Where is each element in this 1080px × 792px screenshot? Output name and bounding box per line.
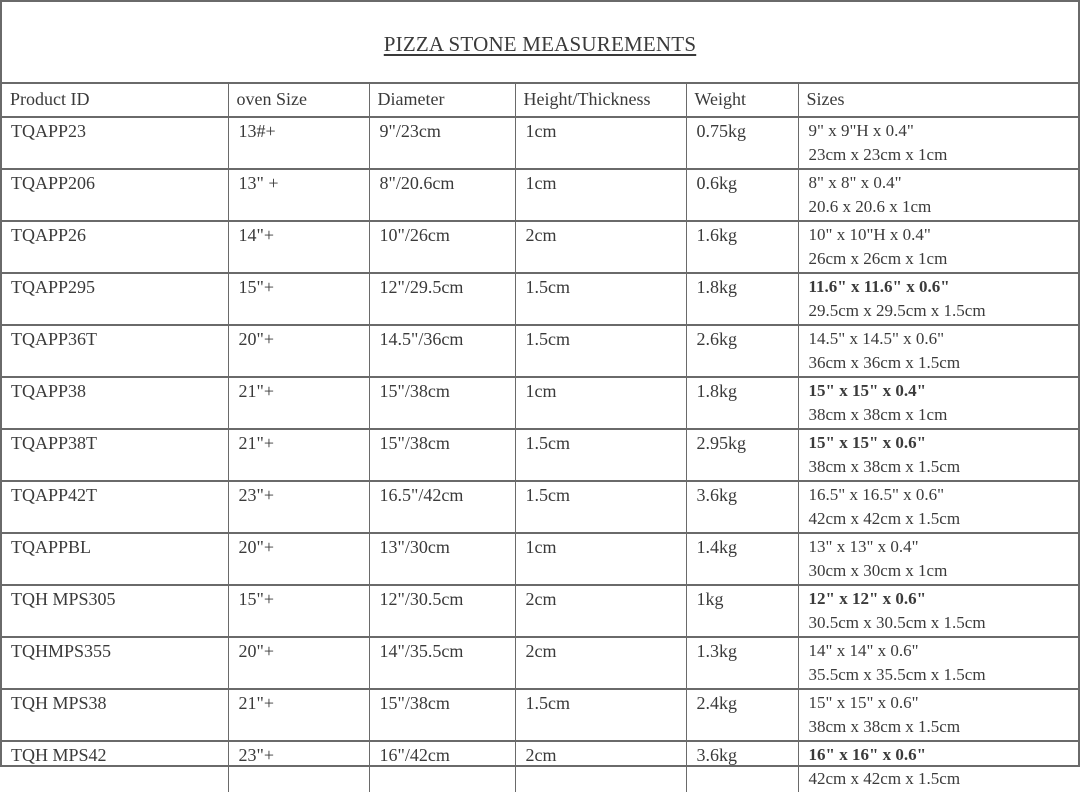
table-row xyxy=(2,117,1078,169)
table-row xyxy=(2,325,1078,377)
size-centimeters: 42cm x 42cm x 1.5cm xyxy=(808,769,961,788)
cell-sizes xyxy=(798,273,1078,325)
cell-oven-size: 13#+ xyxy=(228,117,369,169)
size-inches: 13" x 13" x 0.4" xyxy=(808,537,919,556)
cell-weight: 1kg xyxy=(686,585,798,637)
cell-oven-size: 14"+ xyxy=(228,221,369,273)
cell-product-id: TQAPP295 xyxy=(2,273,228,325)
size-inches: 11.6" x 11.6" x 0.6" xyxy=(808,277,950,296)
cell-oven-size: 20"+ xyxy=(228,637,369,689)
cell-sizes xyxy=(798,533,1078,585)
table-row xyxy=(2,429,1078,481)
cell-height: 1cm xyxy=(515,377,686,429)
cell-height: 1.5cm xyxy=(515,689,686,741)
cell-oven-size: 20"+ xyxy=(228,533,369,585)
size-inches: 16" x 16" x 0.6" xyxy=(808,745,927,764)
cell-product-id: TQAPP206 xyxy=(2,169,228,221)
cell-diameter: 10"/26cm xyxy=(369,221,515,273)
cell-product-id: TQAPP36T xyxy=(2,325,228,377)
table-row xyxy=(2,637,1078,689)
table-row xyxy=(2,481,1078,533)
cell-diameter: 14.5"/36cm xyxy=(369,325,515,377)
size-inches: 8" x 8" x 0.4" xyxy=(808,173,902,192)
cell-diameter: 14"/35.5cm xyxy=(369,637,515,689)
column-header-sizes: Sizes xyxy=(798,84,1078,117)
size-centimeters: 30.5cm x 30.5cm x 1.5cm xyxy=(808,613,986,632)
cell-weight: 1.4kg xyxy=(686,533,798,585)
cell-sizes xyxy=(798,689,1078,741)
cell-height: 1.5cm xyxy=(515,429,686,481)
size-inches: 15" x 15" x 0.6" xyxy=(808,433,927,452)
cell-diameter: 12"/30.5cm xyxy=(369,585,515,637)
size-centimeters: 23cm x 23cm x 1cm xyxy=(808,145,948,164)
cell-weight: 2.4kg xyxy=(686,689,798,741)
column-header-weight: Weight xyxy=(686,84,798,117)
cell-sizes xyxy=(798,169,1078,221)
size-centimeters: 26cm x 26cm x 1cm xyxy=(808,249,948,268)
cell-product-id: TQAPP23 xyxy=(2,117,228,169)
header-row xyxy=(2,84,1078,117)
cell-product-id: TQAPP42T xyxy=(2,481,228,533)
cell-weight: 2.6kg xyxy=(686,325,798,377)
size-inches: 14" x 14" x 0.6" xyxy=(808,641,919,660)
cell-sizes xyxy=(798,221,1078,273)
column-header-product-id: Product ID xyxy=(2,84,228,117)
cell-oven-size: 21"+ xyxy=(228,377,369,429)
page-title: PIZZA STONE MEASUREMENTS xyxy=(383,31,697,56)
column-header-height: Height/Thickness xyxy=(515,84,686,117)
cell-weight: 3.6kg xyxy=(686,481,798,533)
cell-diameter: 8"/20.6cm xyxy=(369,169,515,221)
cell-oven-size: 15"+ xyxy=(228,585,369,637)
table-body xyxy=(2,117,1078,792)
cell-product-id: TQHMPS355 xyxy=(2,637,228,689)
size-inches: 12" x 12" x 0.6" xyxy=(808,589,927,608)
size-inches: 9" x 9"H x 0.4" xyxy=(808,121,914,140)
cell-diameter: 15"/38cm xyxy=(369,377,515,429)
cell-height: 2cm xyxy=(515,585,686,637)
cell-sizes xyxy=(798,325,1078,377)
cell-diameter: 9"/23cm xyxy=(369,117,515,169)
cell-height: 1cm xyxy=(515,533,686,585)
title-row xyxy=(2,2,1078,84)
cell-weight: 1.8kg xyxy=(686,273,798,325)
size-inches: 14.5" x 14.5" x 0.6" xyxy=(808,329,945,348)
cell-sizes xyxy=(798,637,1078,689)
size-centimeters: 38cm x 38cm x 1.5cm xyxy=(808,717,961,736)
cell-height: 1.5cm xyxy=(515,325,686,377)
cell-product-id: TQAPP38T xyxy=(2,429,228,481)
cell-height: 2cm xyxy=(515,637,686,689)
size-centimeters: 36cm x 36cm x 1.5cm xyxy=(808,353,961,372)
table-row xyxy=(2,585,1078,637)
size-centimeters: 29.5cm x 29.5cm x 1.5cm xyxy=(808,301,986,320)
cell-diameter: 15"/38cm xyxy=(369,429,515,481)
column-header-diameter: Diameter xyxy=(369,84,515,117)
size-centimeters: 38cm x 38cm x 1cm xyxy=(808,405,948,424)
cell-oven-size: 21"+ xyxy=(228,429,369,481)
size-centimeters: 42cm x 42cm x 1.5cm xyxy=(808,509,961,528)
cell-product-id: TQAPP26 xyxy=(2,221,228,273)
cell-oven-size: 20"+ xyxy=(228,325,369,377)
cell-height: 1cm xyxy=(515,117,686,169)
cell-product-id: TQH MPS38 xyxy=(2,689,228,741)
cell-weight: 2.95kg xyxy=(686,429,798,481)
cell-sizes xyxy=(798,585,1078,637)
cell-oven-size: 23"+ xyxy=(228,741,369,792)
cell-height: 1cm xyxy=(515,169,686,221)
size-inches: 15" x 15" x 0.6" xyxy=(808,693,919,712)
cell-sizes xyxy=(798,481,1078,533)
cell-product-id: TQH MPS42 xyxy=(2,741,228,792)
cell-height: 1.5cm xyxy=(515,273,686,325)
cell-sizes xyxy=(798,117,1078,169)
cell-product-id: TQAPPBL xyxy=(2,533,228,585)
size-inches: 15" x 15" x 0.4" xyxy=(808,381,927,400)
size-centimeters: 30cm x 30cm x 1cm xyxy=(808,561,948,580)
cell-product-id: TQAPP38 xyxy=(2,377,228,429)
measurements-table xyxy=(2,84,1078,792)
cell-weight: 3.6kg xyxy=(686,741,798,792)
cell-weight: 1.6kg xyxy=(686,221,798,273)
cell-weight: 1.3kg xyxy=(686,637,798,689)
cell-oven-size: 21"+ xyxy=(228,689,369,741)
cell-sizes xyxy=(798,429,1078,481)
cell-oven-size: 23"+ xyxy=(228,481,369,533)
column-header-oven-size: oven Size xyxy=(228,84,369,117)
size-inches: 16.5" x 16.5" x 0.6" xyxy=(808,485,945,504)
cell-diameter: 15"/38cm xyxy=(369,689,515,741)
table-row xyxy=(2,533,1078,585)
cell-weight: 1.8kg xyxy=(686,377,798,429)
cell-height: 1.5cm xyxy=(515,481,686,533)
cell-diameter: 16"/42cm xyxy=(369,741,515,792)
table-row xyxy=(2,221,1078,273)
size-centimeters: 20.6 x 20.6 x 1cm xyxy=(808,197,932,216)
cell-height: 2cm xyxy=(515,741,686,792)
table-row xyxy=(2,377,1078,429)
size-centimeters: 38cm x 38cm x 1.5cm xyxy=(808,457,961,476)
size-inches: 10" x 10"H x 0.4" xyxy=(808,225,931,244)
table-row xyxy=(2,689,1078,741)
table-row xyxy=(2,273,1078,325)
cell-diameter: 12"/29.5cm xyxy=(369,273,515,325)
cell-height: 2cm xyxy=(515,221,686,273)
cell-oven-size: 15"+ xyxy=(228,273,369,325)
cell-diameter: 16.5"/42cm xyxy=(369,481,515,533)
cell-sizes xyxy=(798,377,1078,429)
cell-product-id: TQH MPS305 xyxy=(2,585,228,637)
cell-weight: 0.6kg xyxy=(686,169,798,221)
cell-oven-size: 13" + xyxy=(228,169,369,221)
cell-weight: 0.75kg xyxy=(686,117,798,169)
table-row xyxy=(2,169,1078,221)
cell-diameter: 13"/30cm xyxy=(369,533,515,585)
size-centimeters: 35.5cm x 35.5cm x 1.5cm xyxy=(808,665,986,684)
